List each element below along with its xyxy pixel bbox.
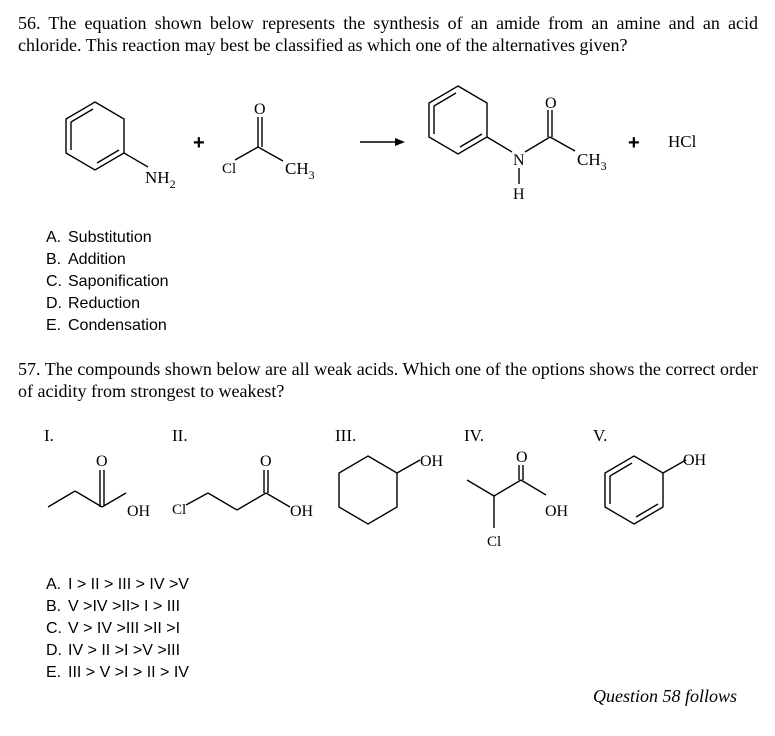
amide-n-label: N <box>513 152 525 169</box>
plus-sign-2: + <box>628 132 640 154</box>
question-57-choices <box>46 574 189 684</box>
benzene-ring-product <box>429 86 487 154</box>
compound-ii-o: O <box>260 453 272 470</box>
compound-iv-oh: OH <box>545 503 569 520</box>
compound-ii-cl: Cl <box>172 502 187 518</box>
carbonyl-o-label: O <box>254 101 266 118</box>
choice-b[interactable]: B. Addition <box>46 251 126 268</box>
question-57-text: 57. The compounds shown below are all weak acids. Which one of the options shows the correct order of acidity from strongest to weakest? <box>18 359 758 401</box>
hcl-label: HCl <box>668 132 697 151</box>
choice-b[interactable]: B. V >IV >II> I > III <box>46 598 181 615</box>
compound-ii-structure <box>186 470 290 510</box>
choice-d[interactable]: D. IV > II >I >V >III <box>46 642 181 659</box>
compound-i-oh: OH <box>127 503 151 520</box>
choice-c[interactable]: C. V > IV >III >II >I <box>46 620 181 637</box>
nh2-label: $NH_2$ <box>145 168 176 191</box>
numeral-iii: III. <box>335 426 357 445</box>
numeral-i: I. <box>44 426 54 445</box>
compound-iv-o: O <box>516 449 528 466</box>
compound-ii-oh: OH <box>290 503 314 520</box>
question-56-choices <box>46 227 169 337</box>
compound-iii-structure <box>339 456 420 524</box>
choice-a[interactable]: A. Substitution <box>46 229 152 246</box>
ch3-label: $CH_3$ <box>285 159 315 182</box>
compound-iv-cl: Cl <box>487 534 502 550</box>
numeral-ii: II. <box>172 426 188 445</box>
compounds-row <box>0 420 775 560</box>
numeral-iv: IV. <box>464 426 484 445</box>
compound-v-structure <box>605 456 686 524</box>
cl-label: Cl <box>222 161 237 177</box>
compound-iv-structure <box>467 465 546 528</box>
compound-v-oh: OH <box>683 452 707 469</box>
choice-e[interactable]: E. Condensation <box>46 317 167 334</box>
question-56-text: 56. The equation shown below represents the synthesis of an amide from an amine and an acid chloride. This reaction may best be classified as which one of the alternatives given? <box>18 13 758 55</box>
plus-sign-1: + <box>193 132 205 154</box>
arrow-head <box>395 138 405 146</box>
compound-iii-oh: OH <box>420 453 444 470</box>
amide-o-label: O <box>545 95 557 112</box>
benzene-ring-aniline <box>66 102 124 170</box>
choice-e[interactable]: E. III > V >I > II > IV <box>46 664 189 681</box>
amide-ch3-label: $CH_3$ <box>577 150 607 173</box>
choice-d[interactable]: D. Reduction <box>46 295 141 312</box>
amide-h-label: H <box>513 186 525 203</box>
compound-i-structure <box>48 470 126 507</box>
compound-i-o: O <box>96 453 108 470</box>
numeral-v: V. <box>593 426 608 445</box>
next-question-note: Question 58 follows <box>592 686 737 706</box>
choice-a[interactable]: A. I > II > III > IV >V <box>46 576 189 593</box>
choice-c[interactable]: C. Saponification <box>46 273 169 290</box>
